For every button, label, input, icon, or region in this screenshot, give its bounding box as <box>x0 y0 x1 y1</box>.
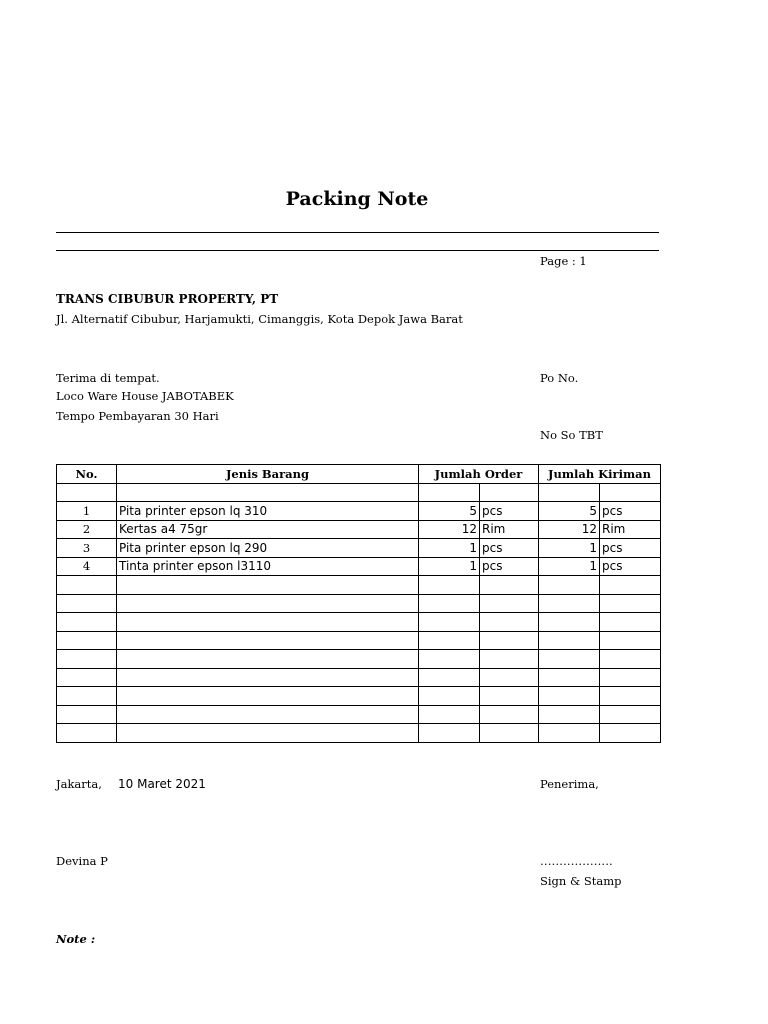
city-label: Jakarta, <box>56 777 102 791</box>
row-item: Pita printer epson lq 310 <box>117 502 419 521</box>
items-table <box>56 464 661 743</box>
receiver-label: Penerima, <box>540 777 599 791</box>
row-ship-unit: Rim <box>600 520 661 539</box>
table-row-empty <box>57 668 661 687</box>
table-row <box>57 502 661 521</box>
row-ship-qty: 1 <box>539 539 600 558</box>
row-ship-unit: pcs <box>600 539 661 558</box>
so-number-label: No So TBT <box>540 428 603 442</box>
note-label: Note : <box>56 932 96 946</box>
row-order-qty: 1 <box>419 539 480 558</box>
row-ship-qty: 12 <box>539 520 600 539</box>
company-address: Jl. Alternatif Cibubur, Harjamukti, Cimanggis, Kota Depok Jawa Barat <box>56 312 463 326</box>
row-no: 4 <box>57 557 117 576</box>
table-row-empty <box>57 631 661 650</box>
header-order: Jumlah Order <box>419 465 539 484</box>
divider-top <box>56 232 659 233</box>
row-order-unit: Rim <box>480 520 539 539</box>
header-item: Jenis Barang <box>117 465 419 484</box>
delivery-location: Loco Ware House JABOTABEK <box>56 389 234 403</box>
signature-line: ………………. <box>540 854 613 868</box>
page-number: Page : 1 <box>540 254 587 268</box>
row-order-unit: pcs <box>480 539 539 558</box>
row-order-qty: 5 <box>419 502 480 521</box>
table-row-empty <box>57 705 661 724</box>
delivery-terms: Terima di tempat. <box>56 371 160 385</box>
signer-name: Devina P <box>56 854 108 868</box>
table-row-empty <box>57 687 661 706</box>
row-order-qty: 1 <box>419 557 480 576</box>
header-no: No. <box>57 465 117 484</box>
po-number-label: Po No. <box>540 371 579 385</box>
row-ship-qty: 1 <box>539 557 600 576</box>
payment-terms: Tempo Pembayaran 30 Hari <box>56 409 219 423</box>
company-name: TRANS CIBUBUR PROPERTY, PT <box>56 292 279 306</box>
row-no: 3 <box>57 539 117 558</box>
table-header-row <box>57 465 661 484</box>
row-order-unit: pcs <box>480 557 539 576</box>
row-item: Tinta printer epson l3110 <box>117 557 419 576</box>
row-ship-qty: 5 <box>539 502 600 521</box>
table-row <box>57 557 661 576</box>
table-row-spacer <box>57 483 661 502</box>
row-ship-unit: pcs <box>600 502 661 521</box>
table-row <box>57 539 661 558</box>
row-order-qty: 12 <box>419 520 480 539</box>
table-row-empty <box>57 594 661 613</box>
document-date: 10 Maret 2021 <box>118 777 206 791</box>
row-item: Pita printer epson lq 290 <box>117 539 419 558</box>
row-item: Kertas a4 75gr <box>117 520 419 539</box>
row-order-unit: pcs <box>480 502 539 521</box>
table-row-empty <box>57 576 661 595</box>
row-no: 2 <box>57 520 117 539</box>
document-title: Packing Note <box>285 188 429 210</box>
table-row <box>57 520 661 539</box>
row-ship-unit: pcs <box>600 557 661 576</box>
divider-bottom <box>56 250 659 251</box>
table-row-empty <box>57 613 661 632</box>
table-row-empty <box>57 724 661 743</box>
sign-stamp-label: Sign & Stamp <box>540 874 622 888</box>
table-row-empty <box>57 650 661 669</box>
header-shipment: Jumlah Kiriman <box>539 465 661 484</box>
row-no: 1 <box>57 502 117 521</box>
